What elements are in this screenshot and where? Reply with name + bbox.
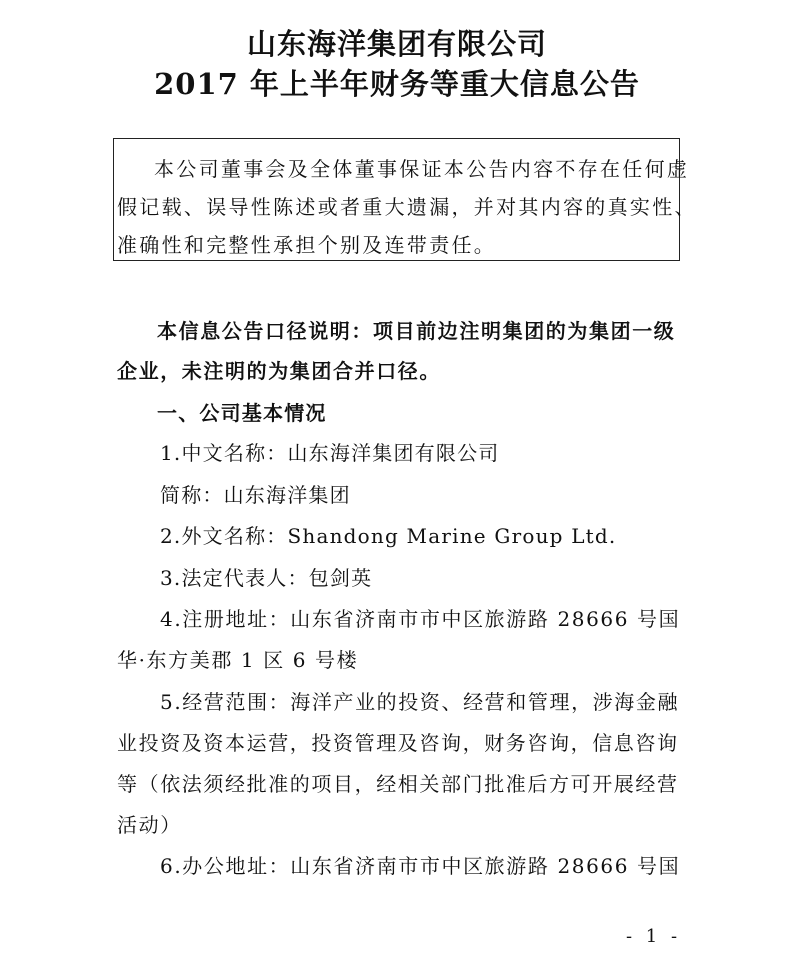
document-title-line1: 山东海洋集团有限公司	[246, 27, 547, 61]
disclaimer-line: 本公司董事会及全体董事保证本公告内容不存在任何虚	[154, 157, 690, 181]
item-foreign-name: 2.外文名称：Shandong Marine Group Ltd.	[160, 524, 617, 548]
item-business-scope-cont: 活动）	[117, 813, 182, 837]
item-registered-address: 4.注册地址：山东省济南市市中区旅游路 28666 号国	[160, 607, 681, 631]
item-short-name: 简称：山东海洋集团	[160, 483, 351, 507]
disclaimer-box	[113, 138, 697, 261]
item-registered-address-cont: 华·东方美郡 1 区 6 号楼	[117, 648, 359, 672]
disclaimer-line: 准确性和完整性承担个别及连带责任。	[117, 233, 497, 257]
scope-note-line1: 本信息公告口径说明：项目前边注明集团的为集团一级	[157, 319, 676, 343]
document-title-line2: 2017 年上半年财务等重大信息公告	[154, 67, 640, 101]
section-heading: 一、公司基本情况	[157, 401, 327, 425]
scope-note-line2: 企业，未注明的为集团合并口径。	[117, 359, 441, 383]
page-number: - 1 -	[626, 926, 682, 947]
item-business-scope: 5.经营范围：海洋产业的投资、经营和管理，涉海金融	[160, 690, 680, 714]
item-office-address: 6.办公地址：山东省济南市市中区旅游路 28666 号国	[160, 854, 681, 878]
item-chinese-name: 1.中文名称：山东海洋集团有限公司	[160, 441, 500, 465]
item-business-scope-cont: 等（依法须经批准的项目，经相关部门批准后方可开展经营	[117, 772, 679, 796]
disclaimer-line: 假记载、误导性陈述或者重大遗漏，并对其内容的真实性、	[117, 195, 697, 219]
item-legal-representative: 3.法定代表人：包剑英	[160, 566, 373, 590]
item-business-scope-cont: 业投资及资本运营，投资管理及咨询，财务咨询，信息咨询	[117, 731, 679, 755]
